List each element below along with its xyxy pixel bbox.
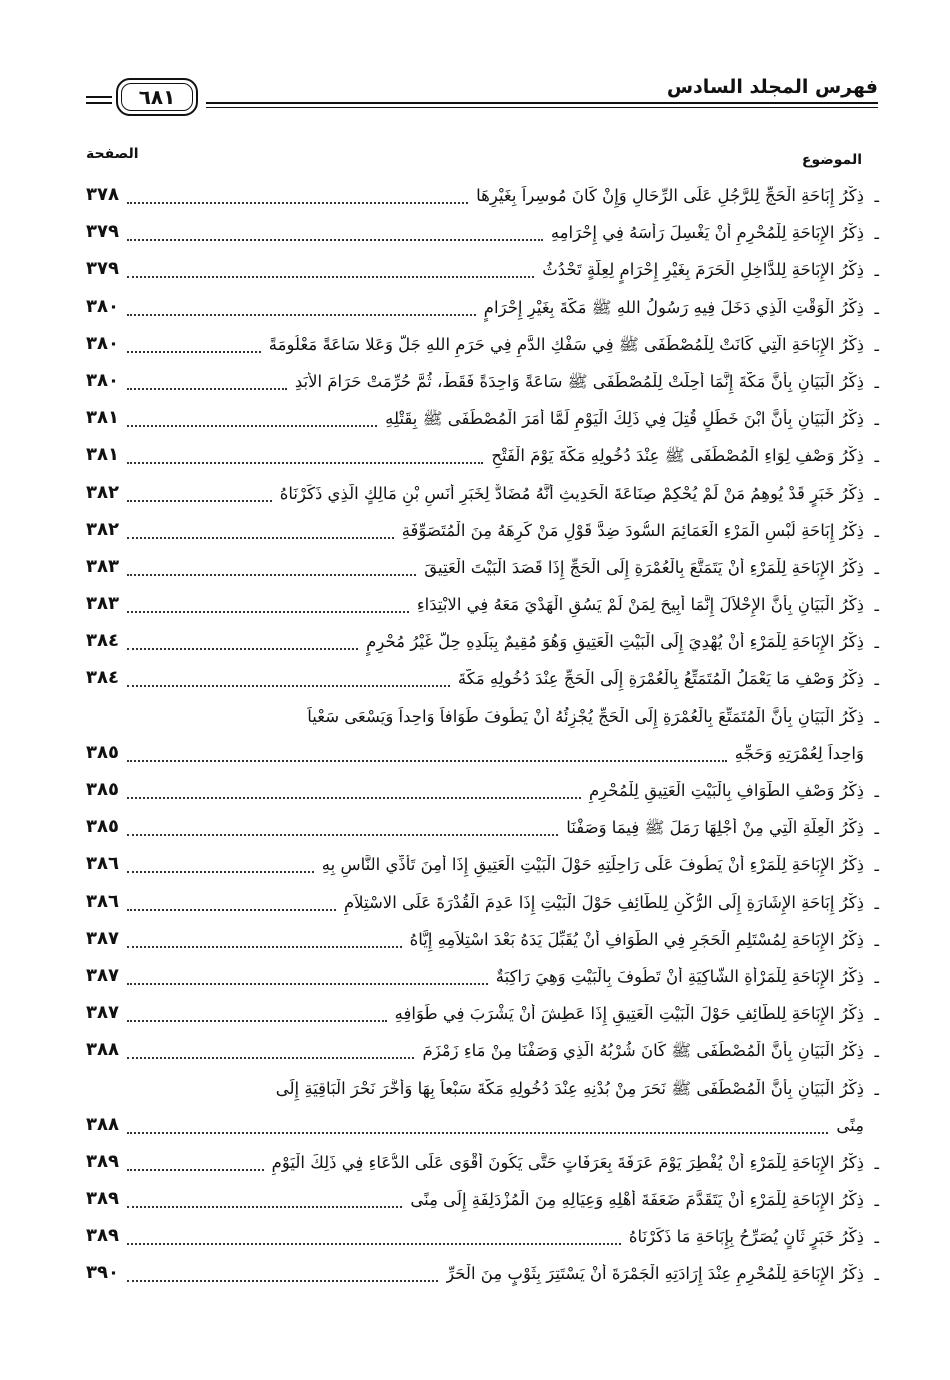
header-rule-thin — [206, 107, 878, 108]
index-entry — [80, 182, 880, 219]
index-entry — [80, 703, 880, 777]
entry-title: ذِكْرُ الْوَقْتِ الَّذِي دَخَلَ فِيهِ رَسُولُ اللهِ ﷺ مَكَّةَ بِغَيْرِ إِحْرَامٍ — [483, 297, 864, 317]
index-entry — [80, 256, 880, 293]
header-rule — [206, 102, 878, 104]
entry-page-number: ٣٧٨ — [86, 184, 119, 205]
index-entry — [80, 1037, 880, 1074]
dot-leader — [127, 983, 488, 985]
entry-page-number: ٣٧٩ — [86, 258, 119, 280]
entry-page-number: ٣٨١ — [86, 444, 119, 466]
entry-page-number: ٣٨٧ — [86, 927, 119, 949]
entry-title: ذِكْرُ الإِبَاحَةِ لِلْمَرْءِ أَنْ يَتَقَدَّمَ ضَعَفَةَ أَهْلِهِ وَعِيَالِهِ مِنَ الْمُزْدَلِفَةِ إِلَى مِنًى — [410, 1190, 864, 1210]
index-entry — [80, 591, 880, 628]
entry-page-number: ٣٨٨ — [86, 1039, 119, 1061]
entry-title: ذِكْرُ إِبَاحَةِ الإِشَارَةِ إِلَى الرُّكْنِ لِلطَّائِفِ حَوْلَ الْبَيْتِ إِذَا عَدِمَ الْقُدْرَةَ عَلَى الاسْتِلاَمِ — [343, 892, 864, 912]
entry-title: ذِكْرُ الْبَيَانِ بِأَنَّ الإِحْلاَلَ إِنَّمَا أُبِيحَ لِمَنْ لَمْ يَسُقِ الْهَدْيَ مَعَهُ فِي الابْتِدَاءِ — [416, 595, 864, 615]
entry-page-number: ٣٨٥ — [86, 741, 119, 763]
entry-page-number: ٣٨٦ — [86, 853, 119, 875]
entry-page-number: ٣٨٠ — [86, 332, 119, 354]
entry-bullet: - — [873, 487, 880, 509]
dot-leader — [127, 685, 450, 687]
dot-leader — [127, 909, 336, 911]
dot-leader — [127, 611, 409, 613]
dot-leader — [127, 1243, 621, 1245]
index-entry — [80, 851, 880, 888]
dot-leader — [127, 574, 416, 576]
entry-title: ذِكْرُ خَبَرٍ ثَانٍ يُصَرِّحُ بِإِبَاحَةِ مَا ذَكَرْنَاهُ — [628, 1227, 864, 1247]
entry-bullet: - — [873, 933, 880, 955]
entry-page-number: ٣٨٤ — [86, 630, 119, 652]
entry-bullet: - — [873, 859, 880, 881]
entry-page-number: ٣٨٨ — [86, 1113, 119, 1135]
entry-page-number: ٣٨٥ — [86, 779, 119, 801]
entry-bullet: - — [873, 1008, 880, 1030]
dot-leader — [127, 1206, 402, 1208]
entry-page-number: ٣٨٧ — [86, 1002, 119, 1024]
dot-leader — [127, 462, 483, 464]
entry-page-number: ٣٨٩ — [86, 1188, 119, 1210]
entry-bullet: - — [873, 1082, 880, 1104]
entry-title: ذِكْرُ خَبَرٍ قَدْ يُوهِمُ مَنْ لَمْ يُحْكِمْ صِنَاعَةَ الْحَدِيثِ أَنَّهُ مُضَادٌّ لِخَبَرِ أَنَسِ بْنِ مَالِكٍ الَّذِي ذَكَرْنَاهُ — [279, 483, 864, 503]
dot-leader — [127, 1169, 264, 1171]
entry-bullet: - — [873, 264, 880, 286]
entry-title: ذِكْرُ وَصْفِ الطَّوَافِ بِالْبَيْتِ الْعَتِيقِ لِلْمُحْرِمِ — [588, 781, 864, 801]
entry-bullet: - — [873, 338, 880, 360]
index-entry — [80, 665, 880, 702]
entry-page-number: ٣٧٩ — [86, 221, 119, 243]
entry-title: ذِكْرُ وَصْفِ مَا يَعْمَلُ الْمُتَمَتِّعُ بِالْعُمْرَةِ إِلَى الْحَجِّ عِنْدَ دُخُولِهِ مَكَّةَ — [457, 669, 864, 689]
entry-title: وَاحِداً لِعُمْرَتِهِ وَحَجِّهِ — [734, 743, 864, 763]
index-entry — [80, 294, 880, 331]
page-header — [86, 72, 878, 122]
dot-leader — [127, 1057, 414, 1059]
index-entry — [80, 777, 880, 814]
dot-leader — [127, 946, 402, 948]
entry-bullet: - — [873, 227, 880, 249]
dot-leader — [127, 797, 581, 799]
entry-bullet: - — [873, 375, 880, 397]
index-entry — [80, 1223, 880, 1260]
entry-page-number: ٣٨٠ — [86, 369, 119, 391]
entry-page-number: ٣٨٢ — [86, 518, 119, 540]
entry-bullet: - — [873, 970, 880, 992]
dot-leader — [127, 351, 261, 353]
page-number: ٦٨١ — [138, 85, 176, 109]
entry-title: ذِكْرُ الإِبَاحَةِ لِلْمَرْءِ أَنْ يَطُوفَ عَلَى رَاحِلَتِهِ حَوْلَ الْبَيْتِ الْعَتِيقِ إِذَا أَمِنَ تَأَذِّي النَّاسِ بِهِ — [321, 855, 864, 875]
index-entry — [80, 1186, 880, 1223]
entry-title: ذِكْرُ الْبَيَانِ بِأَنَّ مَكَّةَ إِنَّمَا أُحِلَّتْ لِلْمُصْطَفَى ﷺ سَاعَةً وَاحِدَةً فَقَطْ، ثُمَّ حُرِّمَتْ حَرَامَ الأَبَدِ — [294, 371, 864, 391]
entry-title: ذِكْرُ الإِبَاحَةِ الَّتِي كَانَتْ لِلْمُصْطَفَى ﷺ فِي سَفْكِ الدَّمِ فِي حَرَمِ اللهِ جَلَّ وَعَلا سَاعَةً مَعْلُومَةً — [268, 334, 864, 354]
index-entry — [80, 1149, 880, 1186]
entry-title: ذِكْرُ وَصْفِ لِوَاءِ الْمُصْطَفَى ﷺ عِنْدَ دُخُولِهِ مَكَّةَ يَوْمَ الْفَتْحِ — [491, 446, 864, 466]
index-entry — [80, 480, 880, 517]
header-rule-left — [86, 96, 112, 98]
entry-title: ذِكْرُ الإِبَاحَةِ لِمُسْتَلِمِ الْحَجَرِ فِي الطَّوَافِ أَنْ يُقَبِّلَ يَدَهُ بَعْدَ اسْتِلاَمِهِ إِيَّاهُ — [409, 929, 864, 949]
entry-title: ذِكْرُ الْعِلَّةِ الَّتِي مِنْ أَجْلِهَا رَمَلَ ﷺ فِيمَا وَصَفْنَا — [566, 818, 864, 838]
dot-leader — [127, 239, 543, 241]
entry-bullet: - — [873, 561, 880, 583]
dot-leader — [127, 1280, 438, 1282]
dot-leader — [127, 1020, 387, 1022]
entry-bullet: - — [873, 301, 880, 323]
dot-leader — [127, 425, 377, 427]
dot-leader — [127, 1132, 828, 1134]
entry-bullet: - — [873, 785, 880, 807]
entry-bullet: - — [873, 1156, 880, 1178]
entry-title: ذِكْرُ الإِبَاحَةِ لِلْمَرْأَةِ الشَّاكِيَةِ أَنْ تَطُوفَ بِالْبَيْتِ وَهِيَ رَاكِبَةٌ — [495, 966, 864, 986]
dot-leader — [127, 202, 468, 204]
entry-bullet: - — [873, 599, 880, 621]
index-entry — [80, 1000, 880, 1037]
index-entry — [80, 368, 880, 405]
entry-bullet: - — [873, 1231, 880, 1253]
index-entry — [80, 442, 880, 479]
entry-page-number: ٣٨٦ — [86, 890, 119, 912]
index-entry — [80, 889, 880, 926]
entry-bullet: - — [873, 450, 880, 472]
index-entry — [80, 331, 880, 368]
entry-bullet: - — [873, 1194, 880, 1216]
dot-leader — [127, 871, 314, 873]
entry-bullet: - — [873, 190, 880, 211]
entry-bullet: - — [873, 636, 880, 658]
entry-bullet: - — [873, 413, 880, 435]
index-entry — [80, 1260, 880, 1297]
entry-page-number: ٣٩٠ — [86, 1262, 119, 1284]
index-entry — [80, 1075, 880, 1149]
index-entry — [80, 405, 880, 442]
topic-column-heading: الموضوع — [801, 152, 862, 168]
index-entry — [80, 554, 880, 591]
entry-bullet: - — [873, 673, 880, 695]
dot-leader — [127, 834, 558, 836]
page-column-heading: الصفحة — [86, 146, 139, 162]
entry-bullet: - — [873, 710, 880, 732]
entry-page-number: ٣٨٧ — [86, 964, 119, 986]
dot-leader — [127, 500, 272, 502]
entry-bullet: - — [873, 1045, 880, 1067]
dot-leader — [127, 388, 287, 390]
entry-title: ذِكْرُ الإِبَاحَةِ لِلْمَرْءِ أَنْ يُهْدِيَ إِلَى الْبَيْتِ الْعَتِيقِ وَهُوَ مُقِيمٌ بِبَلَدِهِ حِلٌّ غَيْرُ مُحْرِمٍ — [366, 632, 864, 652]
entry-title: ذِكْرُ الإِبَاحَةِ لِلدَّاخِلِ الْحَرَمَ بِغَيْرِ إِحْرَامٍ لِعِلَّةٍ تَحْدُثُ — [542, 260, 864, 280]
entry-bullet: - — [873, 896, 880, 918]
index-entry — [80, 926, 880, 963]
dot-leader — [127, 760, 727, 762]
running-title: فهرس المجلد السادس — [666, 76, 878, 98]
entry-page-number: ٣٨٥ — [86, 816, 119, 838]
entry-title: ذِكْرُ إِبَاحَةِ الْحَجِّ لِلرَّجُلِ عَلَى الرِّحَالِ وَإِنْ كَانَ مُوسِراً بِغَيْرِهَا — [476, 186, 864, 205]
entry-page-number: ٣٨٩ — [86, 1225, 119, 1247]
entry-page-number: ٣٨٩ — [86, 1150, 119, 1172]
entry-title: ذِكْرُ الْبَيَانِ بِأَنَّ الْمُصْطَفَى ﷺ كَانَ شُرْبُهُ الَّذِي وَصَفْنَا مِنْ مَاءِ زَمْزَمَ — [422, 1041, 864, 1061]
entry-title: ذِكْرُ الإِبَاحَةِ لِلْمَرْءِ أَنْ يُفْطِرَ يَوْمَ عَرَفَةَ بِعَرَفَاتٍ حَتَّى يَكُونَ أَقْوَى عَلَى الدُّعَاءِ فِي ذَلِكَ الْيَوْمِ — [271, 1152, 864, 1172]
index-entry — [80, 814, 880, 851]
entry-title: ذِكْرُ الْبَيَانِ بِأَنَّ الْمُصْطَفَى ﷺ نَحَرَ مِنْ بُدْنِهِ عِنْدَ دُخُولِهِ مَكَّةَ سَبْعاً بِهَا وَأَخَّرَ نَحْرَ الْبَاقِيَةِ إِلَى — [275, 1078, 864, 1098]
entry-page-number: ٣٨٠ — [86, 295, 119, 317]
index-entry — [80, 963, 880, 1000]
header-rule-left-2 — [86, 102, 112, 104]
index-entries — [80, 182, 880, 1298]
index-entry — [80, 219, 880, 256]
entry-page-number: ٣٨١ — [86, 407, 119, 429]
entry-page-number: ٣٨٣ — [86, 593, 119, 615]
entry-title: ذِكْرُ الإِبَاحَةِ لِلْمَرْءِ أَنْ يَتَمَتَّعَ بِالْعُمْرَةِ إِلَى الْحَجِّ إِذَا قَصَدَ الْبَيْتَ الْعَتِيقَ — [424, 557, 864, 577]
dot-leader — [127, 648, 358, 650]
entry-title: ذِكْرُ الْبَيَانِ بِأَنَّ ابْنَ خَطَلٍ قُتِلَ فِي ذَلِكَ الْيَوْمِ لَمَّا أَمَرَ الْمُصْطَفَى ﷺ بِقَتْلِهِ — [385, 409, 864, 429]
entry-bullet: - — [873, 822, 880, 844]
dot-leader — [127, 314, 476, 316]
entry-title: ذِكْرُ الإِبَاحَةِ لِلْمُحْرِمِ عِنْدَ إِرَادَتِهِ الْجَمْرَةَ أَنْ يَسْتَتِرَ بِثَوْبٍ مِنَ الْحَرِّ — [446, 1264, 864, 1284]
index-entry — [80, 517, 880, 554]
dot-leader — [127, 537, 394, 539]
entry-bullet: - — [873, 1268, 880, 1290]
entry-page-number: ٣٨٣ — [86, 555, 119, 577]
entry-title: ذِكْرُ الإِبَاحَةِ لِلطَّائِفِ حَوْلَ الْبَيْتِ الْعَتِيقِ إِذَا عَطِشَ أَنْ يَشْرَبَ فِي طَوَافِهِ — [394, 1004, 864, 1024]
entry-bullet: - — [873, 524, 880, 546]
entry-page-number: ٣٨٤ — [86, 667, 119, 689]
entry-title: ذِكْرُ إِبَاحَةِ لُبْسِ الْمَرْءِ الْعَمَائِمَ السُّودَ ضِدَّ قَوْلِ مَنْ كَرِهَهُ مِنَ الْمُتَصَوِّفَةِ — [401, 520, 864, 540]
entry-title: ذِكْرُ الإِبَاحَةِ لِلْمُحْرِمِ أَنْ يَغْسِلَ رَأْسَهُ فِي إِحْرَامِهِ — [550, 223, 864, 243]
entry-title: ذِكْرُ الْبَيَانِ بِأَنَّ الْمُتَمَتِّعَ بِالْعُمْرَةِ إِلَى الْحَجِّ يُجْزِئُهُ أَنْ يَطُوفَ طَوَافاً وَاحِداً وَيَسْعَى سَعْياً — [307, 706, 864, 726]
page-number-frame — [116, 78, 198, 116]
entry-title: مِنًى — [836, 1115, 864, 1135]
entry-page-number: ٣٨٢ — [86, 481, 119, 503]
dot-leader — [127, 276, 534, 278]
index-entry — [80, 628, 880, 665]
